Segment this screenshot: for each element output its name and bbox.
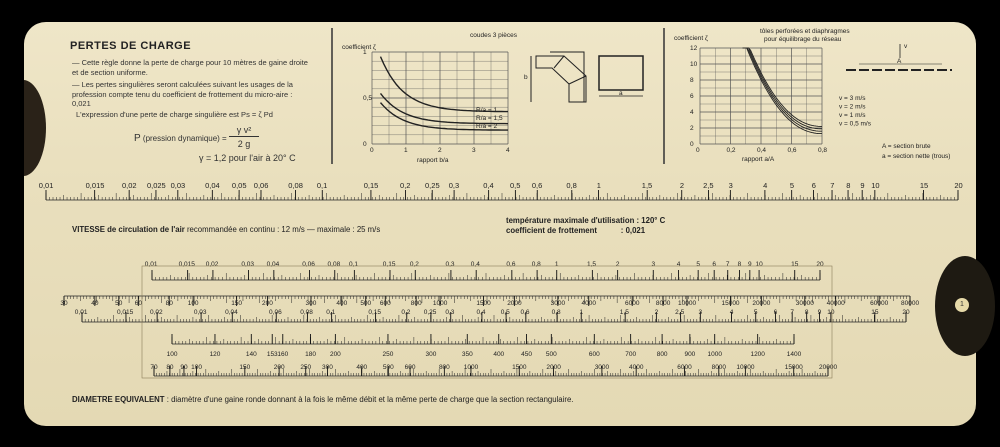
scale-label: 0,4 (470, 261, 480, 268)
scale-label: 0,08 (288, 181, 303, 190)
coudes-xtick: 2 (438, 147, 442, 154)
scale-label: 20 (902, 309, 910, 316)
scale-label: 0,04 (266, 261, 280, 268)
toles-xticks (696, 147, 827, 154)
scale-label: 0,4 (483, 181, 494, 190)
diaphragm-A: A (897, 58, 902, 65)
scale-label: 300 (322, 364, 333, 371)
scale-label: 0,25 (423, 309, 437, 316)
toles-ytick: 12 (690, 45, 698, 52)
coudes-legend-item: R/a = 1,5 (476, 115, 503, 122)
toles-ytick: 10 (690, 61, 698, 68)
toles-legend-item: v = 1 m/s (839, 112, 866, 119)
temperature-info (506, 216, 665, 236)
toles-note-2: a = section nette (trous) (882, 153, 951, 160)
scale-label: 0,01 (38, 181, 54, 190)
scale-label: 60000 (870, 300, 889, 307)
scale-label: 10000 (736, 364, 755, 371)
scale-label: 6 (712, 261, 717, 268)
scale-label: 400 (493, 351, 505, 358)
scale-label: 6000 (677, 364, 692, 371)
toles-ytick: 8 (690, 77, 694, 84)
scale-label: 6 (773, 309, 778, 316)
toles-xtick: 0,6 (787, 147, 797, 154)
scale-perte-charge (39, 181, 963, 200)
scale-label: 6 (811, 181, 816, 190)
coudes-xlabel: rapport b/a (417, 157, 449, 164)
scale-top-slide (145, 261, 824, 280)
scale-label: 10 (755, 261, 763, 268)
scale-label: 0,06 (302, 261, 315, 268)
scale-label: 0,3 (445, 309, 455, 316)
scale-label: 0,1 (316, 181, 328, 190)
scale-label: 120 (209, 351, 221, 358)
scale-label: 9 (860, 181, 865, 190)
scale-label: 5 (753, 309, 758, 316)
toles-legend-item: v = 0,5 m/s (839, 120, 871, 128)
scale-label: 8000 (655, 300, 671, 307)
scale-label: 80 (166, 364, 174, 371)
temp-line-2: coefficient de frottement : 0,021 (506, 226, 646, 235)
coudes-ytick: 0,5 (363, 95, 373, 102)
scale-label: 200 (262, 300, 273, 307)
coudes-ytick: 1 (363, 49, 367, 56)
scale-label: 3000 (550, 300, 566, 307)
formula-numerator: γ v² (229, 126, 259, 137)
scale-label: 0,08 (327, 261, 341, 268)
scale-label: 0,01 (74, 309, 88, 316)
scale-label: 2,5 (703, 181, 714, 190)
scale-label: 0,4 (476, 309, 486, 316)
scale-label: 1400 (786, 351, 802, 358)
scale-label: 800 (656, 351, 668, 358)
elbow-dim-b: b (524, 74, 528, 81)
scale-label: 7 (790, 309, 795, 316)
scale-label: 500 (545, 351, 557, 358)
scale-label: 10000 (677, 300, 697, 307)
scale-label: 2000 (546, 364, 561, 371)
coudes-ytick: 0 (363, 141, 367, 148)
scale-label: 1000 (707, 351, 722, 358)
scale-label: 10 (871, 181, 880, 190)
scale-label: 1 (554, 261, 559, 268)
scale-label: 3000 (594, 364, 610, 371)
toles-title-1: tôles perforées et diaphragmes (760, 28, 850, 35)
scale-label: 2000 (507, 300, 522, 307)
scale-label: 1 (579, 309, 584, 316)
scale-label: 20000 (752, 300, 771, 307)
scale-label: 60 (134, 300, 142, 307)
slide-knob-mark[interactable]: 1 (955, 298, 969, 312)
formula-pd: P (pression dynamique) = (134, 133, 227, 144)
coudes-ylabel: coefficient ζ (342, 44, 376, 51)
scale-label: 0,03 (193, 309, 207, 316)
scale-label: 0,1 (348, 261, 359, 268)
toles-ytick: 2 (690, 125, 694, 132)
scale-label: 150 (231, 300, 243, 307)
scale-perte-slide (75, 309, 910, 322)
scale-label: 5 (789, 181, 795, 190)
scale-label: 200 (329, 351, 341, 358)
scale-label: 40 (91, 300, 99, 307)
scale-diametre-top (167, 334, 802, 358)
scale-label: 300 (425, 351, 437, 358)
scale-label: 1,5 (641, 181, 653, 190)
scale-label: 10 (827, 309, 835, 316)
scale-diametre-bottom (150, 364, 837, 376)
scale-label: 15 (919, 181, 929, 190)
scale-label: 350 (461, 351, 473, 358)
coudes-yticks (363, 49, 372, 148)
scale-label: 0,025 (146, 181, 166, 190)
scale-label: 7 (725, 261, 730, 268)
scale-label: 7 (830, 181, 835, 190)
scale-label: 0,25 (425, 181, 440, 190)
scale-label: 20 (954, 181, 963, 190)
scale-label: 4 (729, 309, 734, 316)
toles-legend-item: v = 2 m/s (839, 103, 866, 111)
scale-label: 700 (625, 351, 637, 358)
scale-label: 0,06 (269, 309, 282, 316)
scale-label: 600 (404, 364, 416, 371)
coudes-xtick: 0 (370, 147, 374, 154)
scale-label: 0,8 (566, 181, 577, 190)
scale-label: 0,04 (225, 309, 238, 316)
scale-label: 0,04 (205, 181, 220, 190)
scale-label: 500 (382, 364, 394, 371)
toles-ytick: 6 (690, 93, 694, 100)
scale-label: 150 (239, 364, 251, 371)
scale-label: 250 (300, 364, 312, 371)
vitesse-label: VITESSE de circulation de l'air recommandée en continu : 12 m/s — maximale : 25 m/s (72, 225, 381, 234)
coudes-legend (476, 107, 503, 130)
scale-label: 900 (684, 351, 696, 358)
scale-label: 15 (871, 309, 879, 316)
scale-label: 0,02 (121, 181, 137, 190)
scale-label: 800 (410, 300, 422, 307)
scale-label: 400 (356, 364, 368, 371)
section-rect (599, 56, 643, 90)
section-dim-a: a (619, 90, 623, 97)
scale-label: 2 (615, 261, 620, 268)
scale-label: 1200 (750, 351, 765, 358)
scale-label: 5 (696, 261, 700, 268)
scale-label: 90 (180, 364, 188, 371)
toles-legend-item: v = 3 m/s (839, 95, 866, 102)
scale-label: 9 (748, 261, 752, 268)
coudes-legend-item: R/a = 1 (476, 107, 498, 114)
toles-ytick: 0 (690, 141, 694, 148)
toles-title-2: pour équilibrage du réseau (764, 36, 842, 43)
scale-label: 100 (191, 364, 202, 371)
scale-label: 600 (588, 351, 600, 358)
scale-label: 0,2 (401, 309, 411, 316)
scale-label: 20 (816, 261, 824, 268)
coudes-xtick: 1 (404, 147, 408, 154)
scale-label: 600 (379, 300, 391, 307)
scale-label: 0,08 (300, 309, 313, 316)
toles-xtick: 0 (696, 147, 700, 154)
formula-gamma: γ = 1,2 pour l'air à 20° C (199, 153, 296, 163)
scale-label: 0,8 (531, 261, 541, 268)
toles-xlabel: rapport a/A (742, 156, 775, 163)
scale-label: 8 (846, 181, 851, 190)
diametre-label: DIAMETRE EQUIVALENT : diamètre d'une gaine ronde donnant à la fois le même débit et la même perte de charge que la section rectangulaire. (72, 395, 574, 404)
scale-label: 8 (804, 309, 809, 316)
diaphragm-diagram (846, 44, 952, 70)
scale-label: 4 (763, 181, 768, 190)
scale-label: 0,3 (445, 261, 455, 268)
scale-label: 15000 (784, 364, 803, 371)
scale-label: 4 (676, 261, 681, 268)
pertes-para-1: — Cette règle donne la perte de charge pour 10 mètres de gaine droite et de section uniforme. (72, 58, 308, 77)
scale-label: 1500 (476, 300, 491, 307)
scale-label: 0,02 (205, 261, 219, 268)
toles-xtick: 0,8 (818, 147, 828, 154)
scale-label: 0,03 (241, 261, 255, 268)
scale-label: 80000 (901, 300, 920, 307)
scale-label: 1500 (512, 364, 527, 371)
elbow-diagram (531, 52, 586, 102)
scale-label: 0,01 (144, 261, 158, 268)
scale-label: 3 (651, 261, 656, 268)
scale-label: 153 (266, 351, 278, 358)
scale-label: 15000 (721, 300, 740, 307)
scale-label: 30000 (795, 300, 814, 307)
scale-label: 8 (737, 261, 742, 268)
scale-label: 500 (360, 300, 372, 307)
coudes-curve-1 (381, 57, 509, 112)
scale-label: 0,6 (506, 261, 516, 268)
scale-label: 0,05 (231, 181, 247, 190)
slide-rule-card (24, 22, 976, 426)
scale-label: 20000 (819, 364, 838, 371)
scale-label: 100 (187, 300, 199, 307)
scale-label: 0,2 (400, 181, 411, 190)
toles-curves (743, 48, 822, 134)
coudes-title: coudes 3 pièces (470, 32, 517, 39)
scale-label: 800 (438, 364, 450, 371)
toles-ytick: 4 (690, 109, 694, 116)
scale-label: 0,1 (326, 309, 336, 316)
scale-label: 0,6 (531, 181, 543, 190)
scale-debit (60, 296, 919, 307)
scale-label: 180 (305, 351, 316, 358)
scale-label: 2 (679, 181, 685, 190)
scale-label: 30 (60, 300, 68, 307)
toles-xtick: 0,4 (757, 147, 767, 154)
rule-graphics (24, 22, 976, 426)
scale-label: 0,015 (178, 261, 195, 268)
scale-label: 1000 (463, 364, 479, 371)
scale-label: 400 (336, 300, 348, 307)
scale-label: 0,015 (116, 309, 134, 316)
scale-label: 0,015 (85, 181, 105, 190)
scale-label: 15 (791, 261, 799, 268)
toles-curve-4 (743, 48, 822, 126)
scale-label: 160 (277, 351, 289, 358)
scale-label: 0,15 (363, 181, 379, 190)
scale-label: 3 (698, 309, 703, 316)
scale-label: 0,15 (368, 309, 382, 316)
scale-label: 0,03 (170, 181, 186, 190)
diaphragm-v: v (904, 43, 908, 50)
scale-label: 0,06 (253, 181, 269, 190)
scale-label: 140 (245, 351, 257, 358)
formula-denominator: 2 g (237, 139, 251, 149)
coudes-xticks (370, 147, 510, 154)
scale-label: 0,5 (509, 181, 521, 190)
coudes-xtick: 3 (472, 147, 476, 154)
scale-label: 4000 (628, 364, 644, 371)
toles-legend (839, 95, 872, 128)
pertes-para-2: — Les pertes singulières seront calculées suivant les usages de la profession compte tenu du coefficient de frottement du micro-aire : 0,021 (72, 80, 293, 108)
pertes-title: PERTES DE CHARGE (70, 40, 192, 52)
coudes-xtick: 4 (506, 147, 510, 154)
scale-label: 4000 (581, 300, 596, 307)
scale-label: 6000 (625, 300, 640, 307)
scale-label: 1 (596, 181, 601, 190)
toles-note-1: A = section brute (882, 143, 931, 150)
scale-label: 1000 (432, 300, 448, 307)
toles-ylabel: coefficient ζ (674, 35, 708, 42)
scale-label: 1,5 (586, 261, 597, 268)
scale-label: 200 (273, 364, 285, 371)
scale-label: 100 (166, 351, 178, 358)
scale-label: 2 (654, 309, 659, 316)
scale-label: 80 (165, 300, 173, 307)
scale-label: 3 (728, 181, 733, 190)
scale-label: 0,6 (520, 309, 530, 316)
coudes-legend-item: R/a = 2 (476, 123, 498, 130)
scale-label: 0,15 (382, 261, 396, 268)
scale-label: 250 (382, 351, 394, 358)
scale-label: 2,5 (675, 309, 685, 316)
scale-label: 450 (521, 351, 532, 358)
scale-label: 70 (150, 364, 158, 371)
scale-label: 0,2 (409, 261, 419, 268)
scale-label: 40000 (826, 300, 845, 307)
toles-xtick: 0,2 (726, 147, 736, 154)
scale-label: 50 (115, 300, 123, 307)
scale-label: 0,8 (551, 309, 561, 316)
scale-label: 1,5 (619, 309, 629, 316)
scale-label: 0,3 (448, 181, 460, 190)
scale-label: 9 (817, 309, 822, 316)
scale-label: 300 (305, 300, 317, 307)
toles-yticks (690, 45, 698, 148)
pertes-para-3: L'expression d'une perte de charge singulière est Ps = ζ Pd (76, 110, 273, 119)
scale-label: 0,02 (149, 309, 163, 316)
temp-line-1: température maximale d'utilisation : 120° C (506, 216, 666, 225)
scale-label: 0,5 (500, 309, 510, 316)
scale-label: 8000 (711, 364, 727, 371)
toles-curve-2 (743, 48, 822, 131)
